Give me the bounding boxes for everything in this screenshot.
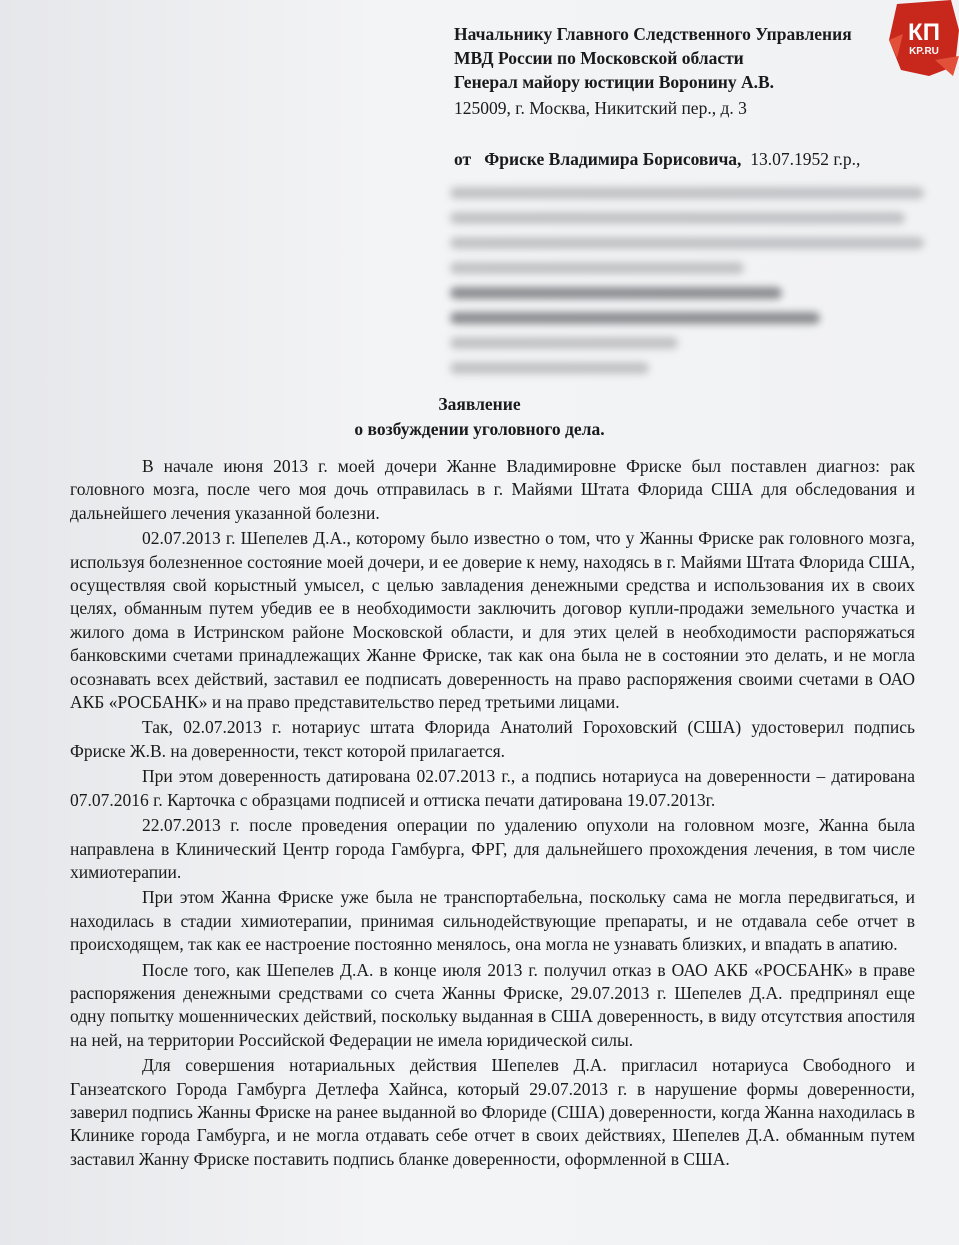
paragraph: Для совершения нотариальных действия Шепелев Д.А. пригласил нотариуса Свободного и Ганзеатского Города Гамбурга Детлефа Хайнса, который 29.07.2013 г. в нарушение формы доверенности, заверил подпись Жанны Фриске на ранее выданной во Флориде (США) доверенности, когда Жанна находилась в Клинике города Гамбурга, и не могла отдавать себе отчет в своих действиях, Шепелев Д.А. обманным путем заставил Жанну Фриске поставить подпись бланке доверенности, оформленной в США.: [70, 1055, 915, 1169]
addressee-line1: Начальнику Главного Следственного Управления: [454, 24, 852, 44]
sender-prefix: от: [454, 149, 472, 169]
paragraph: 22.07.2013 г. после проведения операции по удалению опухоли на головном мозге, Жанна была направлена в Клинический Центр города Гамбурга, ФРГ, для дальнейшего прохождения лечения, в том числе химиотерапии.: [70, 815, 915, 882]
paragraph: После того, как Шепелев Д.А. в конце июля 2013 г. получил отказ в ОАО АКБ «РОСБАНК» в праве распоряжения денежными средствами со счета Жанны Фриске, 29.07.2013 г. Шепелев Д.А. предпринял еще одну попытку мошеннических действий, поскольку выданная в США доверенность, в виду отсутствия апостиля на ней, на территории Российской Федерации не имела юридической силы.: [70, 959, 915, 1050]
statement-subtitle: о возбуждении уголовного дела.: [354, 419, 605, 439]
statement-body: [70, 455, 915, 1173]
sender-dob: 13.07.1952 г.р.,: [750, 149, 861, 169]
paragraph: Так, 02.07.2013 г. нотариус штата Флорида Анатолий Гороховский (США) удостоверил подпись Фриске Ж.В. на доверенности, текст которой прилагается.: [70, 717, 915, 761]
logo-text: КП: [908, 19, 940, 46]
redacted-sender-details: [450, 175, 924, 365]
logo-subtext: KP.RU: [909, 46, 939, 57]
statement-title: Заявление: [438, 394, 521, 414]
addressee-block: [454, 22, 924, 120]
paragraph: В начале июня 2013 г. моей дочери Жанне Владимировне Фриске был поставлен диагноз: рак головного мозга, после чего моя дочь отправилась в г. Майями Штата Флорида США для обследования и дальнейшего лечения указанной болезни.: [70, 456, 915, 523]
paragraph: При этом доверенность датирована 02.07.2013 г., а подпись нотариуса на доверенности – датирована 07.07.2016 г. Карточка с образцами подписей и оттиска печати датирована 19.07.2013г.: [70, 766, 915, 810]
addressee-line2: МВД России по Московской области: [454, 48, 744, 68]
sender-line: [454, 147, 924, 171]
sender-name: Фриске Владимира Борисовича,: [484, 149, 742, 169]
addressee-line3: Генерал майору юстиции Воронину А.В.: [454, 72, 775, 92]
paragraph: При этом Жанна Фриске уже была не транспортабельна, поскольку сама не могла передвигаться, и находилась в стадии химиотерапии, принимая сильнодействующие препараты, и не отдавала себе отчет в происходящем, так как ее настроение постоянно менялось, она могла не узнавать близких, и впадать в апатию.: [70, 887, 915, 955]
paragraph: 02.07.2013 г. Шепелев Д.А., которому было известно о том, что у Жанны Фриске рак головного мозга, используя болезненное состояние моей дочери, и ее доверие к нему, находясь в г. Майями Штата Флорида США, осуществляя свой корыстный умысел, с целью завладения денежными средства и использования их в своих целях, обманным путем убедив ее в необходимости заключить договор купли-продажи земельного участка и жилого дома в Истринском районе Московской области, и для этих целей в необходимости распоряжаться банковскими счетами принадлежащих Жанне Фриске, так как она была не в состоянии это делать, и не могла осознавать всех действий, заставил ее подписать доверенность на право распоряжения своими счетами в ОАО АКБ «РОСБАНК» и на право представительство перед третьими лицами.: [70, 528, 915, 713]
addressee-address: 125009, г. Москва, Никитский пер., д. 3: [454, 98, 747, 118]
